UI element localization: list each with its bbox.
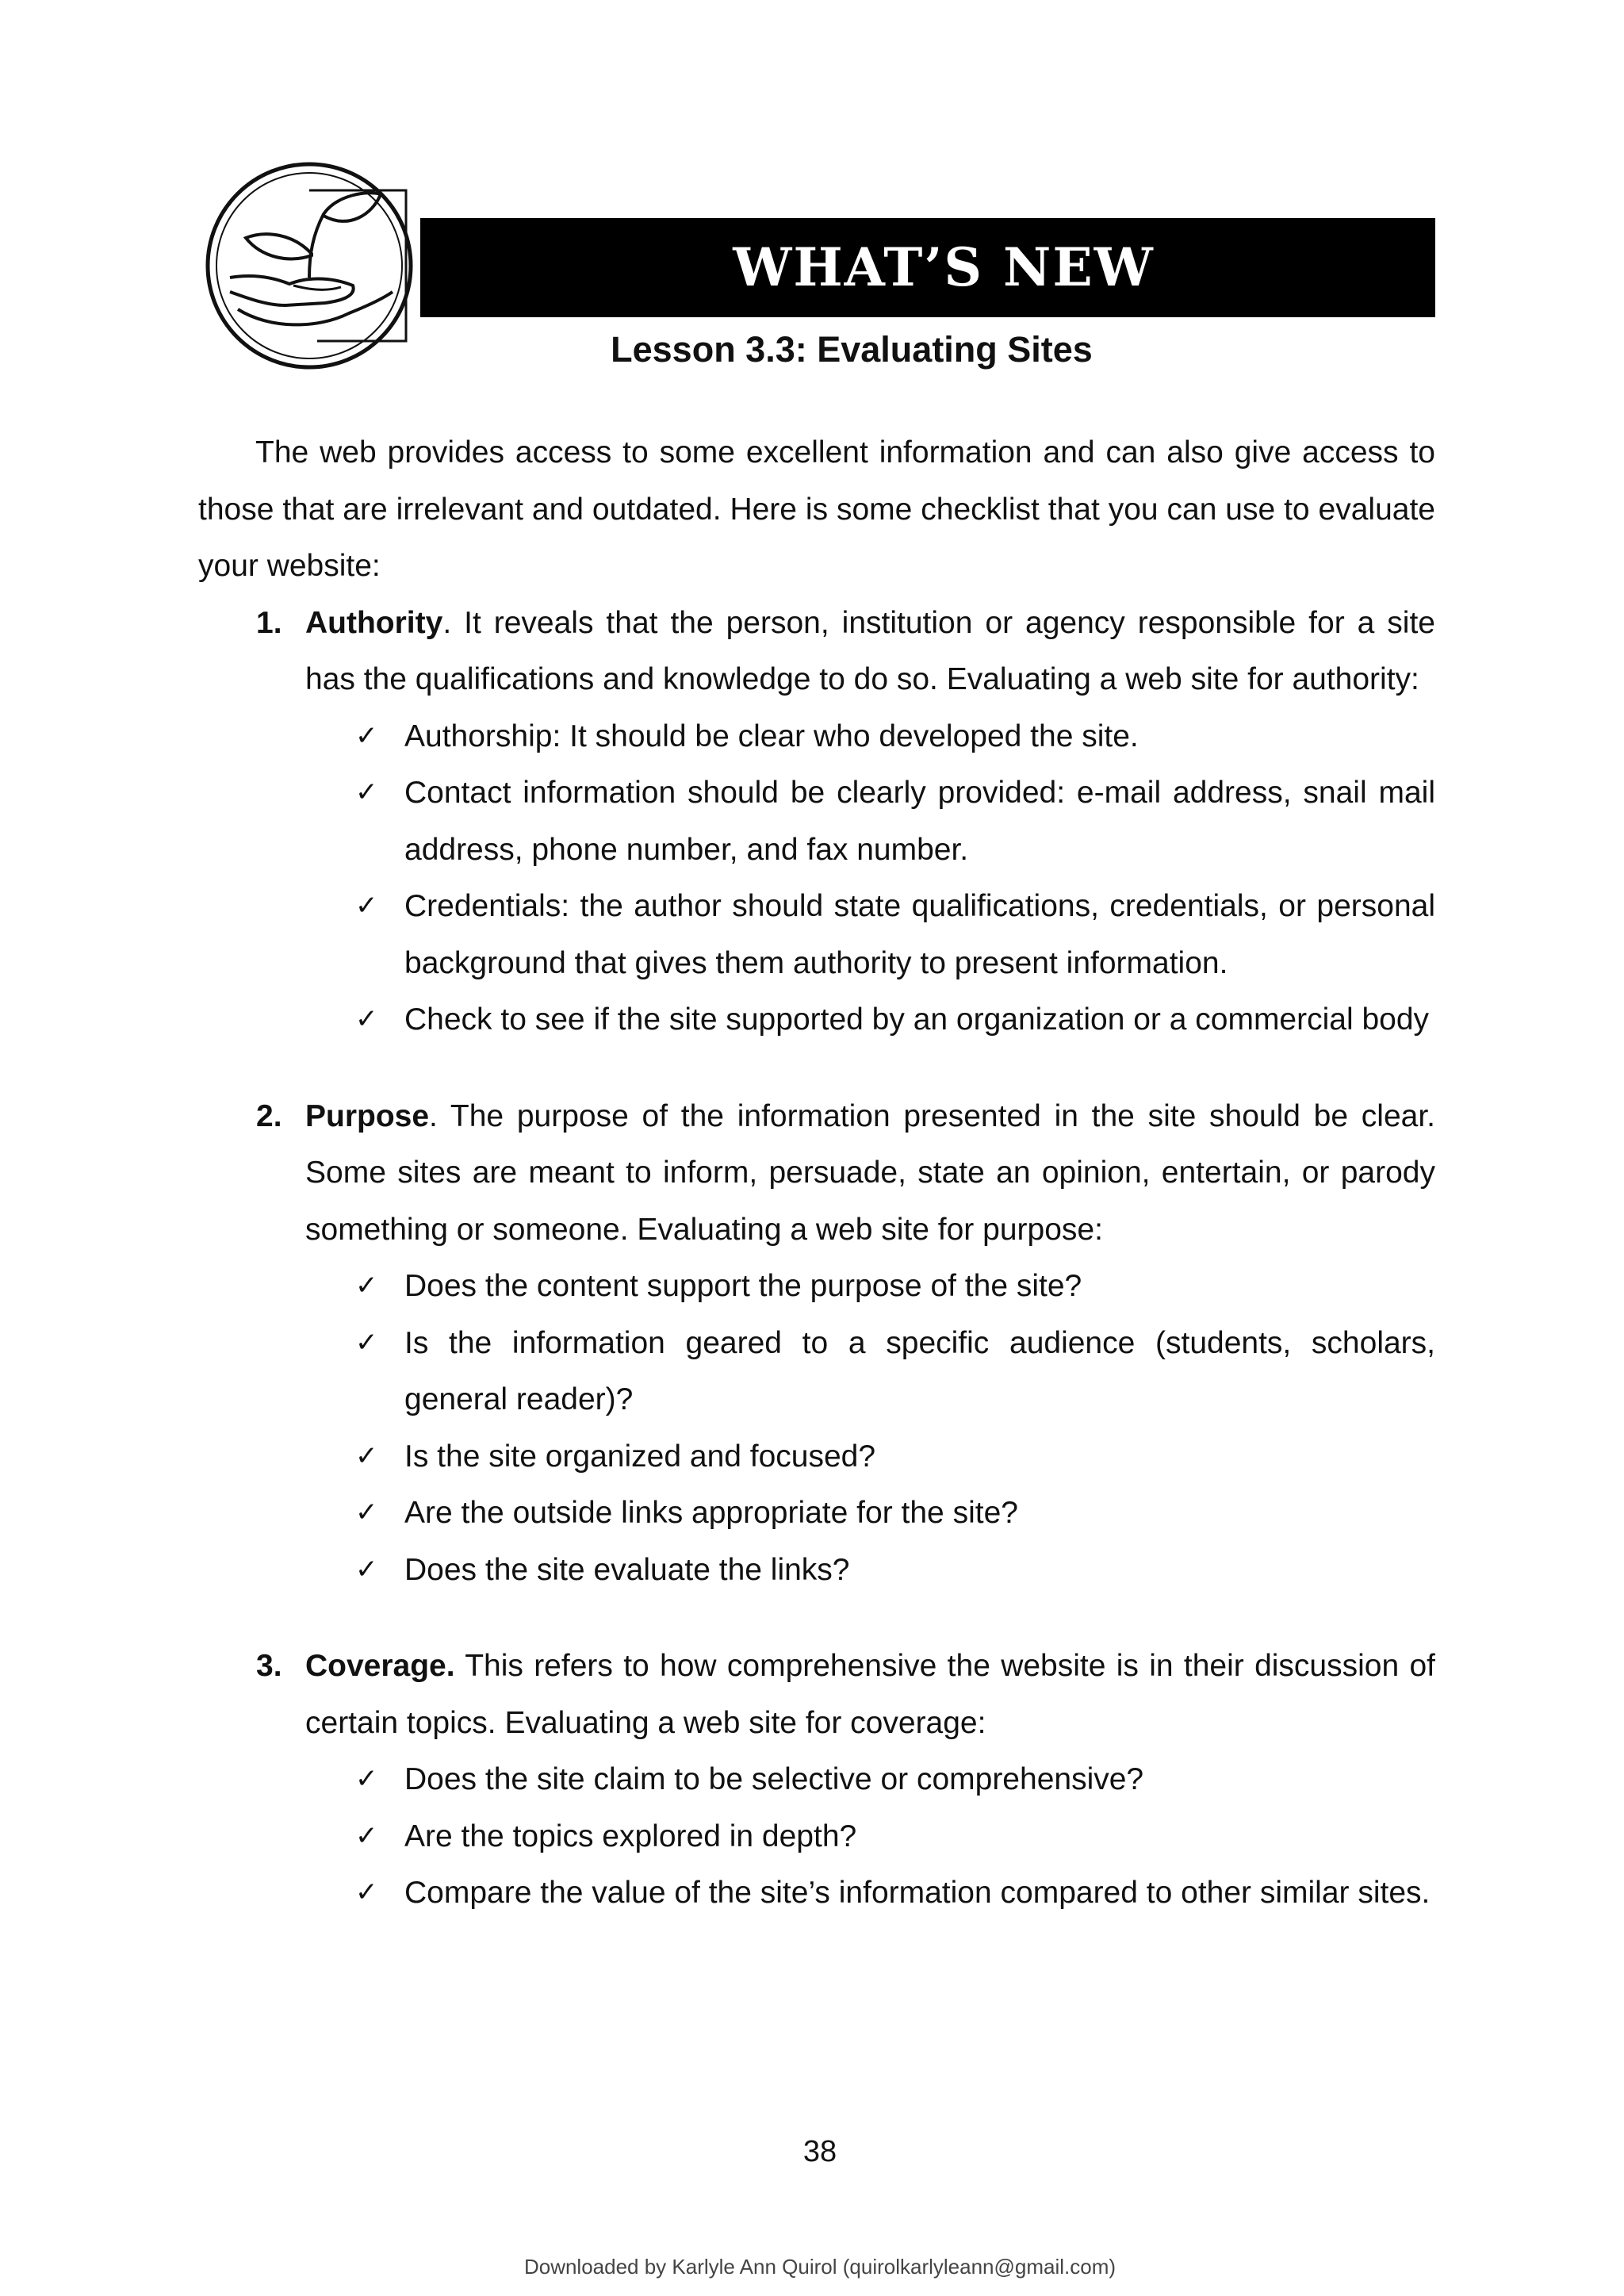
list-item-text: Does the site claim to be selective or comprehensive?: [404, 1762, 1144, 1796]
list-item-text: Are the outside links appropriate for the site?: [404, 1496, 1018, 1530]
list-item-text: Are the topics explored in depth?: [404, 1819, 857, 1853]
list-item: [198, 1258, 1435, 1315]
list-item: [198, 1865, 1435, 1922]
checkmark-icon: ✓: [355, 1819, 378, 1852]
banner: [420, 218, 1435, 317]
checkmark-icon: ✓: [355, 1876, 378, 1908]
checkmark-icon: ✓: [355, 1003, 378, 1035]
list-item: [198, 878, 1435, 991]
section-authority: [198, 595, 1435, 1048]
section-number: 1.: [256, 605, 282, 640]
checkmark-icon: ✓: [355, 719, 378, 752]
list-item-text: Check to see if the site supported by an organization or a commercial body: [404, 1002, 1430, 1037]
checkmark-icon: ✓: [355, 1553, 378, 1585]
checklist: [198, 1751, 1435, 1922]
list-item: [198, 1751, 1435, 1808]
checkmark-icon: ✓: [355, 1497, 378, 1528]
section-heading: [198, 595, 1435, 708]
section-coverage: [198, 1638, 1435, 1922]
section-text: This refers to how comprehensive the website is in their discussion of certain topics. Evaluating a web site for coverage:: [305, 1649, 1435, 1740]
page-number: 38: [802, 2135, 837, 2168]
list-item-text: Authorship: It should be clear who developed the site.: [404, 719, 1139, 753]
checklist: [198, 1258, 1435, 1598]
list-item-text: Is the information geared to a specific audience (students, scholars, general reader)?: [404, 1325, 1435, 1416]
checkmark-icon: ✓: [355, 776, 378, 808]
list-item: [198, 1315, 1435, 1428]
checkmark-icon: ✓: [355, 890, 378, 922]
section-heading: [198, 1638, 1435, 1751]
list-item: [198, 1808, 1435, 1865]
checklist: [198, 708, 1435, 1048]
section-heading: [198, 1088, 1435, 1259]
list-item: [198, 765, 1435, 878]
banner-title: WHAT’S NEW: [733, 236, 1155, 298]
section-purpose: [198, 1088, 1435, 1599]
list-item: [198, 1485, 1435, 1542]
list-item-text: Contact information should be clearly provided: e-mail address, snail mail address, phone number, and fax number.: [404, 776, 1435, 867]
list-item: [198, 1542, 1435, 1599]
checkmark-icon: ✓: [355, 1326, 378, 1359]
section-number: 2.: [256, 1098, 282, 1133]
section-name: Purpose: [305, 1098, 430, 1133]
checkmark-icon: ✓: [355, 1439, 378, 1472]
list-item-text: Does the content support the purpose of the site?: [404, 1269, 1082, 1303]
section-name: Coverage.: [305, 1649, 455, 1683]
checkmark-icon: ✓: [355, 1763, 378, 1795]
section-text: . It reveals that the person, institution or agency responsible for a site has the qualifications and knowledge to do so. Evaluating a web site for authority:: [305, 605, 1435, 696]
list-item: [198, 991, 1435, 1048]
download-footer: Downloaded by Karlyle Ann Quirol (quirolkarlyleann@gmail.com): [523, 2255, 1116, 2279]
list-item: [198, 1428, 1435, 1485]
section-name: Authority: [305, 605, 443, 640]
document-body: [198, 424, 1435, 1922]
list-item-text: Does the site evaluate the links?: [404, 1552, 850, 1587]
section-text: . The purpose of the information presented in the site should be clear. Some sites are meant to inform, persuade, state an opinion, entertain, or parody something or someone. Evaluating a web site for purpose:: [305, 1098, 1435, 1247]
section-number: 3.: [256, 1649, 282, 1683]
list-item: [198, 708, 1435, 765]
intro-paragraph: The web provides access to some excellent information and can also give access to those that are irrelevant and outdated. Here is some checklist that you can use to evaluate your website:: [198, 435, 1435, 583]
checkmark-icon: ✓: [355, 1270, 378, 1301]
list-item-text: Credentials: the author should state qualifications, credentials, or personal background that gives them authority to present information.: [404, 889, 1435, 980]
list-item-text: Is the site organized and focused?: [404, 1439, 876, 1474]
lesson-title: Lesson 3.3: Evaluating Sites: [611, 329, 1093, 370]
list-item-text: Compare the value of the site’s information compared to other similar sites.: [404, 1876, 1431, 1910]
